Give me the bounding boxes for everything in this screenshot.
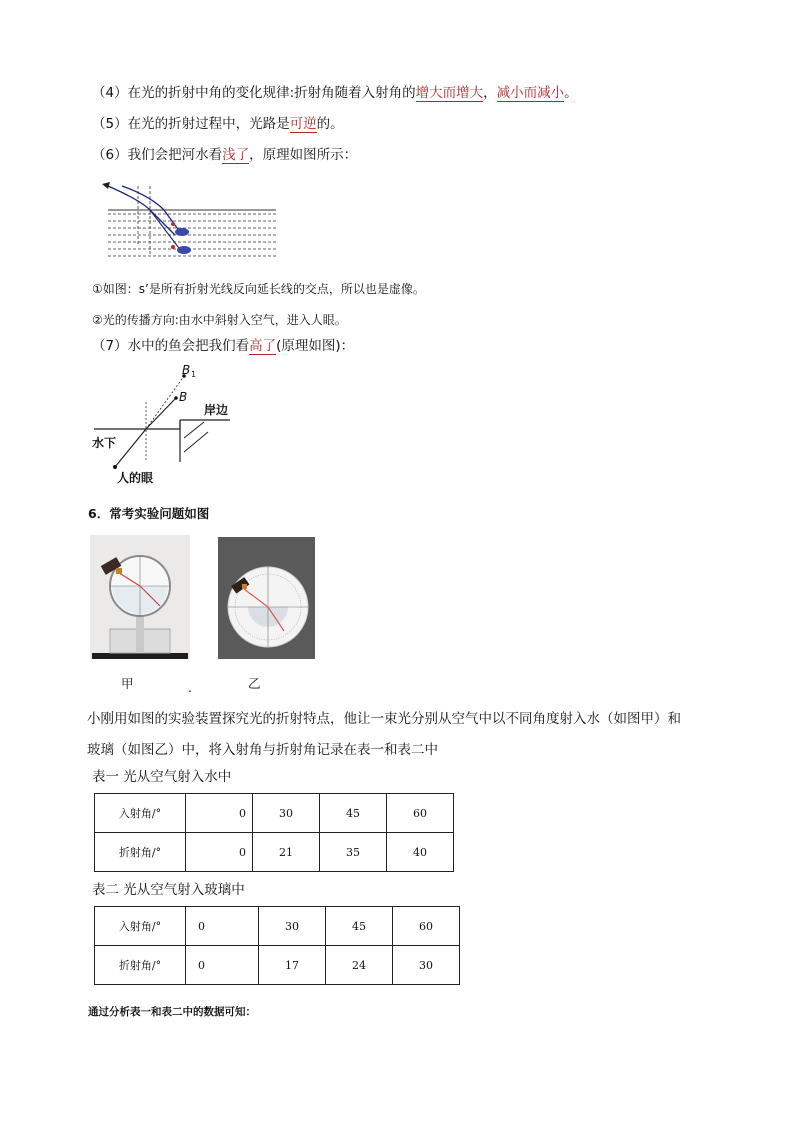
table-cell: 24	[326, 946, 393, 985]
item-4-line	[92, 84, 578, 102]
table-1	[94, 793, 454, 872]
item-4-emphasis-2: 减小而减小	[496, 85, 565, 101]
item-6-tail: ，原理如图所示：	[249, 147, 358, 163]
table-cell: 30	[253, 794, 320, 833]
experiment-paragraph-line-2: 玻璃（如图乙）中，将入射角与折射角记录在表一和表二中	[87, 742, 438, 758]
table-row	[95, 907, 460, 946]
item-4-text: （4）在光的折射中角的变化规律:折射角随着入射角的	[92, 85, 416, 101]
table-row	[95, 946, 460, 985]
photo-caption-dot: .	[188, 681, 192, 695]
table-cell: 30	[393, 946, 460, 985]
table-cell: 21	[253, 833, 320, 872]
table-row	[95, 833, 454, 872]
table-cell: 0	[186, 794, 253, 833]
label-b1: B	[182, 363, 191, 377]
section-6-heading: 6．常考实验问题如图	[88, 506, 210, 521]
table-cell: 30	[259, 907, 326, 946]
item-4-emphasis-1: 增大而增大	[415, 85, 484, 101]
fish-view-diagram	[88, 360, 268, 490]
table-cell: 0	[186, 833, 253, 872]
table-2	[94, 906, 460, 985]
table-cell: 0	[186, 907, 259, 946]
item-7-line	[92, 337, 354, 355]
comma: ，	[483, 85, 497, 101]
table-1-title: 表一 光从空气射入水中	[92, 769, 232, 785]
experiment-paragraph-line-1: 小刚用如图的实验装置探究光的折射特点，他让一束光分别从空气中以不同角度射入水（如图甲）和	[87, 711, 681, 727]
table-cell: 35	[320, 833, 387, 872]
label-b1-sub: 1	[191, 370, 197, 379]
item-6-text: （6）我们会把河水看	[92, 147, 223, 163]
item-5-text: （5）在光的折射过程中，光路是	[92, 116, 290, 132]
label-eye: 人的眼	[117, 471, 154, 485]
glass-refraction-apparatus-image	[218, 537, 315, 659]
table-2-title: 表二 光从空气射入玻璃中	[92, 882, 245, 898]
photo-caption-jia: 甲	[121, 676, 134, 691]
label-b: B	[179, 390, 188, 404]
label-shore: 岸边	[204, 403, 229, 417]
water-refraction-apparatus-image	[90, 535, 190, 659]
table-cell: 40	[387, 833, 454, 872]
note-2: ②光的传播方向:由水中斜射入空气，进入人眼。	[92, 313, 347, 327]
table-cell: 60	[387, 794, 454, 833]
table-cell: 折射角/°	[95, 833, 186, 872]
item-7-emphasis: 高了	[249, 338, 277, 354]
table-cell: 17	[259, 946, 326, 985]
item-5-line	[92, 115, 344, 133]
table-cell: 折射角/°	[95, 946, 186, 985]
item-5-tail: 的。	[316, 116, 344, 132]
table-cell: 45	[320, 794, 387, 833]
conclusion-line: 通过分析表一和表二中的数据可知：	[88, 1006, 256, 1018]
item-6-emphasis: 浅了	[222, 147, 250, 163]
item-6-line	[92, 146, 357, 164]
table-row	[95, 794, 454, 833]
note-1: ①如图：s’是所有折射光线反向延长线的交点，所以也是虚像。	[92, 282, 425, 296]
table-cell: 60	[393, 907, 460, 946]
period: 。	[564, 85, 578, 101]
shallow-water-diagram	[100, 180, 280, 260]
photo-yi	[218, 537, 315, 659]
item-7-tail: (原理如图)：	[276, 338, 355, 354]
item-7-text: （7）水中的鱼会把我们看	[92, 338, 250, 354]
photo-jia	[90, 535, 190, 659]
photo-caption-yi: 乙	[248, 676, 261, 691]
table-cell: 0	[186, 946, 259, 985]
table-cell: 入射角/°	[95, 907, 186, 946]
table-cell: 入射角/°	[95, 794, 186, 833]
table-cell: 45	[326, 907, 393, 946]
item-5-emphasis: 可逆	[289, 116, 317, 132]
label-underwater: 水下	[92, 436, 117, 450]
